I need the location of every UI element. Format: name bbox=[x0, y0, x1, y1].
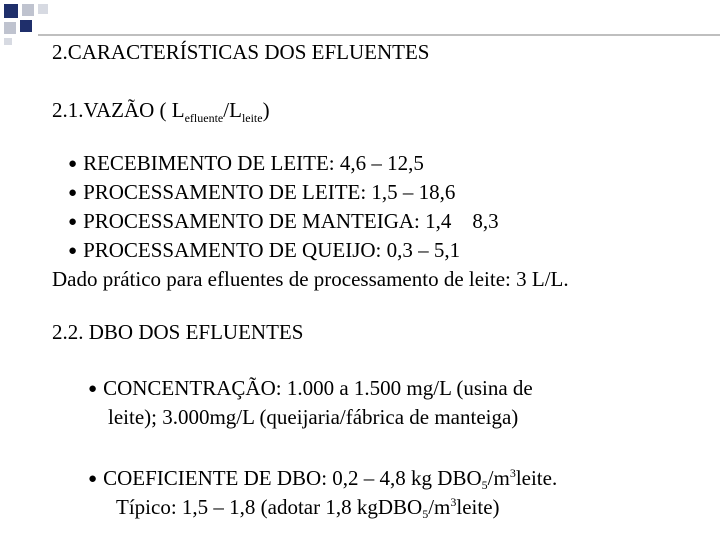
practical-note: Dado prático para efluentes de processamento de leite: 3 L/L. bbox=[52, 267, 569, 291]
coef-line2-sub: 5 bbox=[422, 507, 429, 521]
header-rule bbox=[38, 34, 720, 36]
concentracao-line1: CONCENTRAÇÃO: 1.000 a 1.500 mg/L (usina de bbox=[103, 376, 533, 400]
list-item-text: PROCESSAMENTO DE LEITE: 1,5 – 18,6 bbox=[83, 180, 456, 204]
page-title: 2.CARACTERÍSTICAS DOS EFLUENTES bbox=[52, 40, 430, 64]
corner-squares-decoration bbox=[0, 0, 60, 45]
vazao-prefix: 2.1.VAZÃO ( L bbox=[52, 98, 185, 122]
list-item bbox=[68, 180, 455, 205]
coef-text-b: /m bbox=[487, 466, 510, 490]
bullet-icon: ● bbox=[68, 156, 78, 172]
vazao-heading bbox=[52, 98, 270, 130]
vazao-suffix: ) bbox=[262, 98, 270, 122]
list-item bbox=[88, 376, 533, 401]
bullet-icon: ● bbox=[88, 471, 98, 487]
vazao-sub-leite: leite bbox=[241, 111, 263, 125]
coef-sup: 3 bbox=[509, 466, 516, 480]
coef-line2 bbox=[116, 490, 500, 526]
list-item-text: PROCESSAMENTO DE MANTEIGA: 1,4 8,3 bbox=[83, 209, 499, 233]
bullet-icon: ● bbox=[68, 214, 78, 230]
coef-line2-sup: 3 bbox=[450, 495, 457, 509]
vazao-sub-efluente: efluente bbox=[184, 111, 224, 125]
list-item bbox=[68, 209, 499, 234]
dbo-heading: 2.2. DBO DOS EFLUENTES bbox=[52, 320, 304, 344]
bullet-icon: ● bbox=[88, 381, 98, 397]
coef-sub: 5 bbox=[481, 478, 488, 492]
list-item bbox=[68, 151, 424, 176]
coef-line2-b: /m bbox=[428, 495, 451, 519]
bullet-icon: ● bbox=[68, 185, 78, 201]
list-item-text: PROCESSAMENTO DE QUEIJO: 0,3 – 5,1 bbox=[83, 238, 461, 262]
vazao-mid: /L bbox=[223, 98, 242, 122]
coef-text-a: COEFICIENTE DE DBO: 0,2 – 4,8 kg DBO bbox=[103, 466, 482, 490]
coef-line2-a: Típico: 1,5 – 1,8 (adotar 1,8 kgDBO bbox=[116, 495, 423, 519]
list-item-text: RECEBIMENTO DE LEITE: 4,6 – 12,5 bbox=[83, 151, 424, 175]
bullet-icon: ● bbox=[68, 243, 78, 259]
coef-text-c: leite. bbox=[515, 466, 558, 490]
concentracao-line2: leite); 3.000mg/L (queijaria/fábrica de manteiga) bbox=[108, 405, 519, 429]
list-item bbox=[68, 238, 460, 263]
coef-line2-c: leite) bbox=[456, 495, 500, 519]
